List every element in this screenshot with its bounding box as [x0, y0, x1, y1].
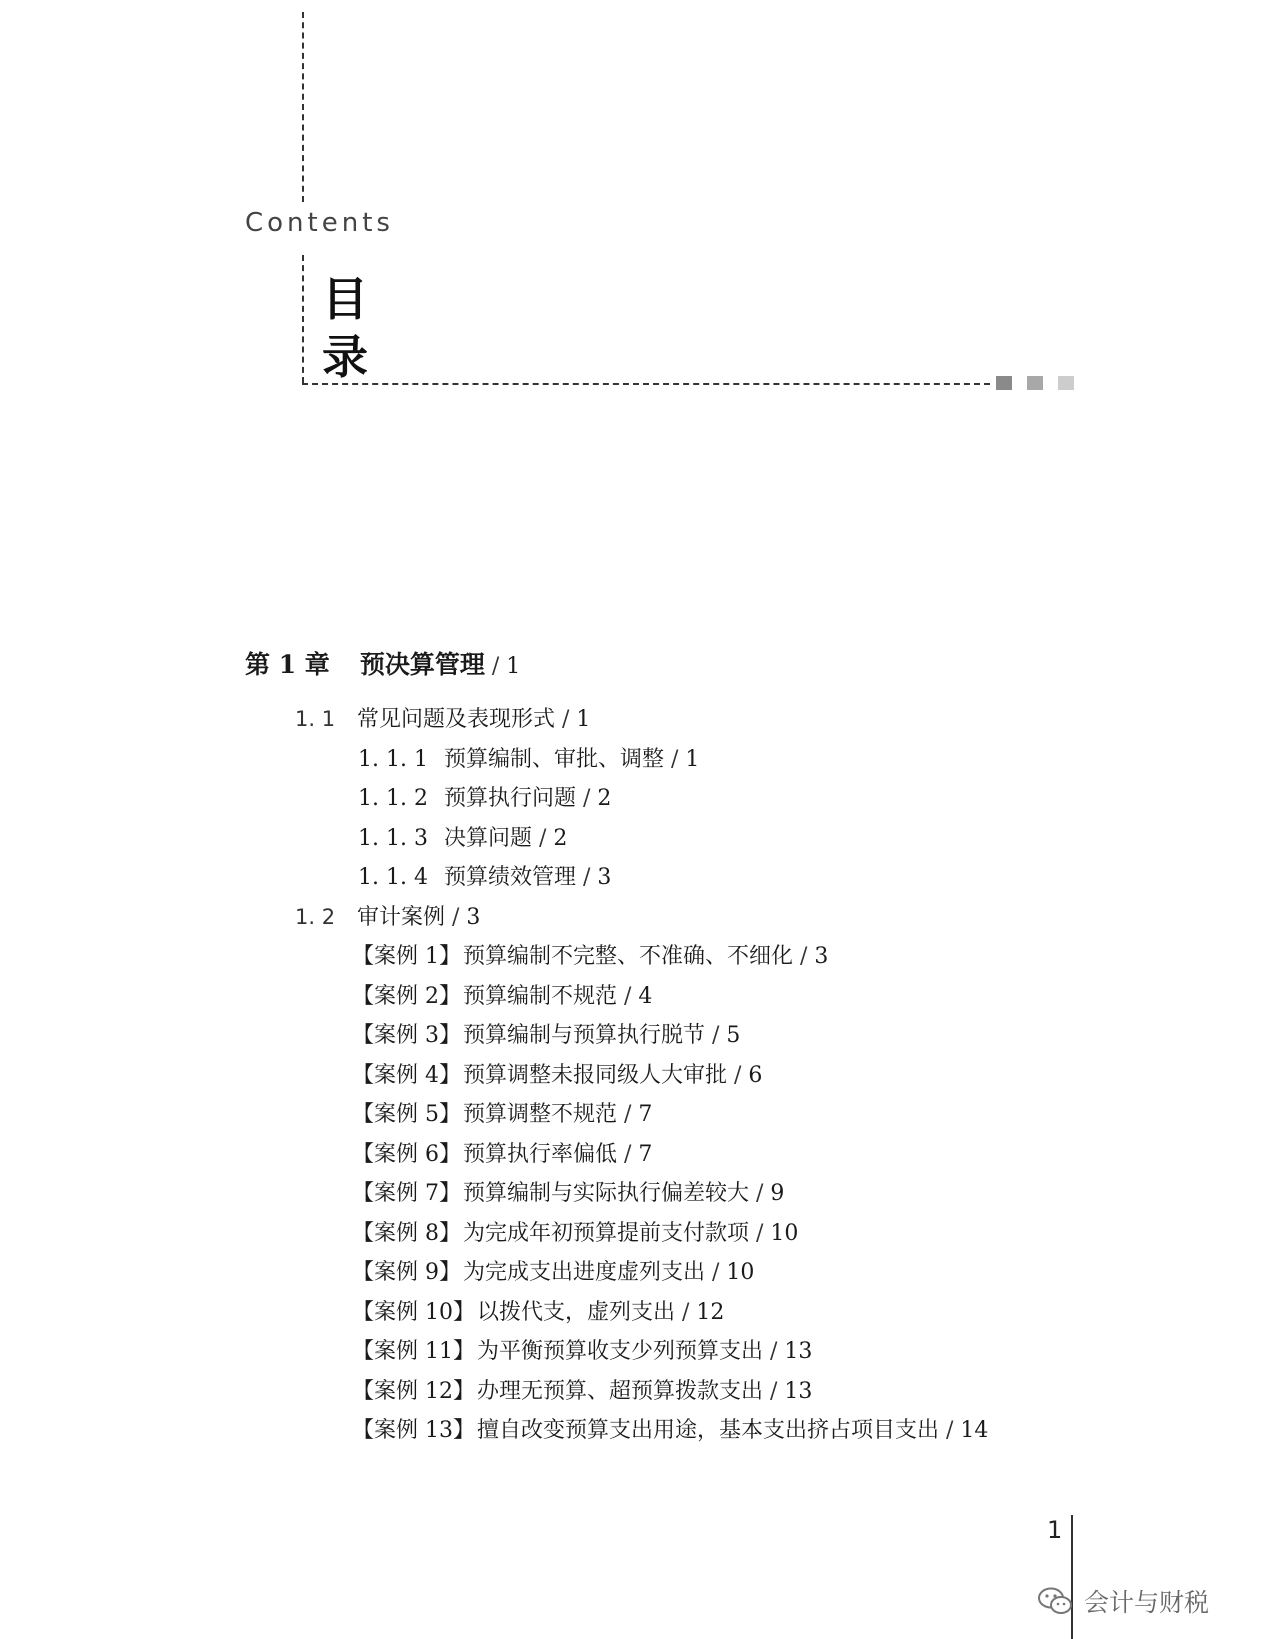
page-separator: /: [763, 1378, 785, 1404]
subsection-number: 1. 1. 4: [358, 865, 428, 890]
page-separator: /: [576, 865, 598, 890]
case-page: 5: [726, 1023, 741, 1048]
wechat-icon: [1036, 1586, 1076, 1616]
case-title: 为平衡预算收支少列预算支出: [477, 1339, 764, 1364]
toc-case-entry[interactable]: [352, 1262, 754, 1284]
case-tag: 【案例 2】: [352, 983, 461, 1009]
decor-square-dark: [996, 376, 1012, 390]
case-page: 7: [638, 1141, 653, 1167]
page-separator: /: [793, 944, 815, 969]
case-title: 预算编制与预算执行脱节: [463, 1023, 706, 1048]
case-title: 为完成支出进度虚列支出: [463, 1260, 706, 1285]
case-page: 12: [696, 1299, 725, 1325]
subsection-page: 3: [597, 865, 612, 890]
subsection-page: 2: [553, 825, 568, 851]
case-tag: 【案例 5】: [352, 1102, 461, 1127]
case-page: 10: [726, 1260, 755, 1285]
contents-heading: Contents: [245, 208, 394, 238]
section-title: 常见问题及表现形式: [357, 707, 556, 732]
case-tag: 【案例 9】: [352, 1260, 461, 1285]
page-separator: /: [555, 707, 577, 732]
toc-case-entry[interactable]: [352, 1062, 763, 1088]
header-dashed-line-top: [302, 12, 304, 202]
case-title: 预算编制与实际执行偏差较大: [463, 1181, 750, 1206]
toc-case-entry[interactable]: [352, 983, 653, 1009]
page-separator: /: [939, 1418, 961, 1443]
chapter-page: 1: [506, 654, 521, 679]
toc-case-entry[interactable]: [352, 1341, 812, 1363]
header-dashed-rule: [302, 383, 990, 385]
case-page: 14: [960, 1418, 989, 1443]
case-title: 预算执行率偏低: [463, 1141, 618, 1167]
subsection-page: 2: [597, 786, 612, 811]
toc-chapter-entry[interactable]: [245, 652, 520, 678]
case-tag: 【案例 4】: [352, 1062, 461, 1088]
page-number: 1: [1047, 1516, 1063, 1544]
toc-case-entry[interactable]: [352, 1299, 725, 1325]
section-title: 审计案例: [357, 904, 446, 930]
case-title: 办理无预算、超预算拨款支出: [477, 1378, 764, 1404]
section-page: 1: [576, 707, 591, 732]
page-separator: /: [763, 1339, 785, 1364]
case-tag: 【案例 7】: [352, 1181, 461, 1206]
header-dashed-line-bottom: [302, 255, 304, 383]
subsection-number: 1. 1. 2: [358, 786, 428, 811]
chapter-title: 预决算管理: [359, 650, 485, 679]
decor-square-mid: [1027, 376, 1043, 390]
toc-case-entry[interactable]: [352, 1025, 740, 1047]
page-separator: /: [749, 1181, 771, 1206]
toc-subsection-entry[interactable]: [358, 788, 611, 810]
case-page: 13: [784, 1339, 813, 1364]
toc-case-entry[interactable]: [352, 1420, 988, 1442]
subsection-page: 1: [685, 746, 700, 772]
toc-case-entry[interactable]: [352, 946, 828, 968]
case-title: 预算编制不完整、不准确、不细化: [463, 944, 794, 969]
toc-section-entry[interactable]: [295, 904, 481, 930]
toc-subsection-entry[interactable]: [358, 746, 700, 772]
case-tag: 【案例 11】: [352, 1339, 475, 1364]
section-number: 1. 1: [295, 707, 336, 731]
page-separator: /: [617, 1102, 639, 1127]
chapter-number: 第 1 章: [245, 650, 330, 679]
page-separator: /: [705, 1023, 727, 1048]
case-tag: 【案例 13】: [352, 1418, 475, 1443]
case-page: 4: [638, 983, 653, 1009]
case-title: 擅自改变预算支出用途，基本支出挤占项目支出: [477, 1418, 940, 1443]
page-separator: /: [705, 1260, 727, 1285]
toc-case-entry[interactable]: [352, 1183, 784, 1205]
toc-subsection-entry[interactable]: [358, 867, 611, 889]
toc-section-entry[interactable]: [295, 709, 590, 731]
decor-square-light: [1058, 376, 1074, 390]
page-separator: /: [749, 1220, 771, 1246]
subsection-title: 预算编制、审批、调整: [444, 746, 665, 772]
watermark-text: 会计与财税: [1084, 1588, 1210, 1617]
toc-case-entry[interactable]: [352, 1220, 799, 1246]
case-tag: 【案例 3】: [352, 1023, 461, 1048]
toc-case-entry[interactable]: [352, 1378, 813, 1404]
toc-case-entry[interactable]: [352, 1141, 653, 1167]
page-separator: /: [617, 983, 639, 1009]
page-separator: /: [664, 746, 686, 772]
case-title: 预算编制不规范: [463, 983, 618, 1009]
toc-case-entry[interactable]: [352, 1104, 652, 1126]
case-page: 10: [770, 1220, 799, 1246]
page-separator: /: [617, 1141, 639, 1167]
case-page: 6: [748, 1062, 763, 1088]
toc-title: 目录: [322, 272, 368, 384]
case-tag: 【案例 6】: [352, 1141, 461, 1167]
case-tag: 【案例 1】: [352, 944, 461, 969]
case-page: 7: [638, 1102, 653, 1127]
case-tag: 【案例 10】: [352, 1299, 475, 1325]
subsection-number: 1. 1. 3: [358, 825, 428, 851]
page-separator: /: [445, 904, 467, 930]
case-page: 9: [770, 1181, 785, 1206]
toc-subsection-entry[interactable]: [358, 825, 568, 851]
subsection-title: 预算绩效管理: [444, 865, 577, 890]
case-title: 为完成年初预算提前支付款项: [463, 1220, 750, 1246]
section-page: 3: [466, 904, 481, 930]
page-separator: /: [484, 654, 507, 679]
case-title: 以拨代支，虚列支出: [477, 1299, 676, 1325]
page-separator: /: [532, 825, 554, 851]
page-separator: /: [675, 1299, 697, 1325]
case-tag: 【案例 12】: [352, 1378, 475, 1404]
case-tag: 【案例 8】: [352, 1220, 461, 1246]
subsection-number: 1. 1. 1: [358, 746, 428, 772]
section-number: 1. 2: [295, 904, 336, 929]
subsection-title: 预算执行问题: [444, 786, 577, 811]
page-separator: /: [576, 786, 598, 811]
page-separator: /: [727, 1062, 749, 1088]
case-title: 预算调整不规范: [463, 1102, 618, 1127]
subsection-title: 决算问题: [444, 825, 533, 851]
page-edge-rule: [1071, 1515, 1073, 1639]
case-page: 13: [784, 1378, 813, 1404]
case-title: 预算调整未报同级人大审批: [463, 1062, 728, 1088]
watermark: [1036, 1583, 1209, 1619]
case-page: 3: [814, 944, 829, 969]
